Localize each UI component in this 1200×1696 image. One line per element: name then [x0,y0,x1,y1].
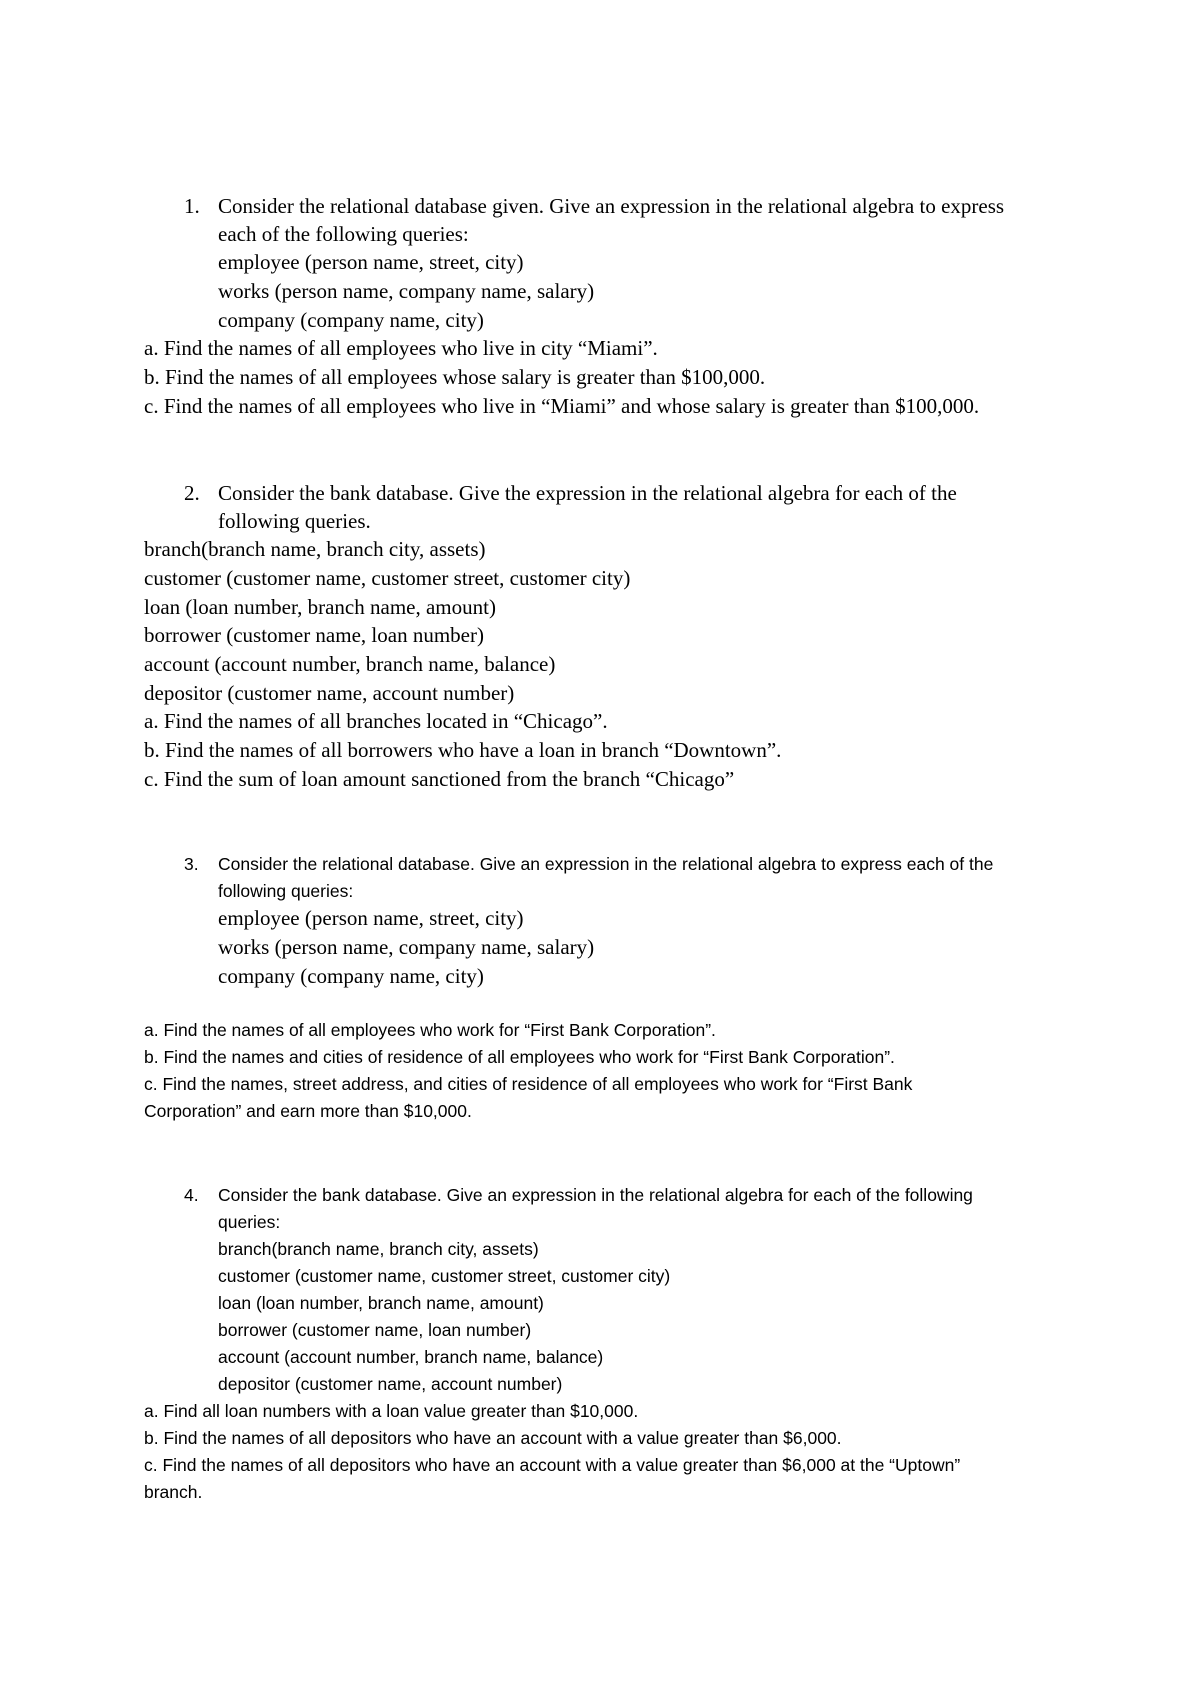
schema-line: branch(branch name, branch city, assets) [144,537,486,561]
schema-line: depositor (customer name, account number) [218,1374,563,1394]
schema-line: account (account number, branch name, balance) [144,652,556,676]
question-prompt: following queries: [218,881,354,901]
question-prompt: queries: [218,1212,281,1232]
question-part: c. Find the sum of loan amount sanctioned from the branch “Chicago” [144,767,735,791]
question-part: b. Find the names and cities of residence of all employees who work for “First Bank Corporation”. [144,1047,895,1067]
question-prompt: Consider the relational database given. Give an expression in the relational algebra to express [218,194,1005,218]
question-part: c. Find the names, street address, and cities of residence of all employees who work for “First Bank [144,1074,913,1094]
question-part: b. Find the names of all borrowers who have a loan in branch “Downtown”. [144,738,782,762]
question-number: 3. [184,854,199,874]
question-prompt: Consider the relational database. Give an expression in the relational algebra to express each of the [218,854,994,874]
schema-line: borrower (customer name, loan number) [218,1320,532,1340]
question-part: a. Find the names of all employees who live in city “Miami”. [144,336,658,360]
schema-line: depositor (customer name, account number) [144,681,515,705]
schema-line: employee (person name, street, city) [218,906,524,930]
schema-line: customer (customer name, customer street, customer city) [218,1266,671,1286]
question-part: a. Find the names of all employees who work for “First Bank Corporation”. [144,1020,716,1040]
schema-line: borrower (customer name, loan number) [144,623,484,647]
schema-line: branch(branch name, branch city, assets) [218,1239,539,1259]
question-number: 4. [184,1185,199,1205]
question-part: c. Find the names of all depositors who have an account with a value greater than $6,000 at the “Uptown” [144,1455,961,1475]
question-part: branch. [144,1482,203,1502]
question-part: Corporation” and earn more than $10,000. [144,1101,472,1121]
schema-line: company (company name, city) [218,964,484,988]
schema-line: account (account number, branch name, balance) [218,1347,604,1367]
question-part: b. Find the names of all employees whose salary is greater than $100,000. [144,365,766,389]
question-part: a. Find the names of all branches located in “Chicago”. [144,709,608,733]
question-prompt: Consider the bank database. Give an expression in the relational algebra for each of the following [218,1185,973,1205]
schema-line: loan (loan number, branch name, amount) [144,595,496,619]
schema-line: works (person name, company name, salary) [218,935,595,959]
question-part: c. Find the names of all employees who live in “Miami” and whose salary is greater than $100,000. [144,394,980,418]
schema-line: employee (person name, street, city) [218,250,524,274]
schema-line: loan (loan number, branch name, amount) [218,1293,544,1313]
question-number: 1. [184,194,200,218]
schema-line: works (person name, company name, salary) [218,279,595,303]
schema-line: customer (customer name, customer street, customer city) [144,566,631,590]
question-prompt: Consider the bank database. Give the expression in the relational algebra for each of the [218,481,957,505]
schema-line: company (company name, city) [218,308,484,332]
question-prompt: each of the following queries: [218,222,469,246]
question-part: a. Find all loan numbers with a loan value greater than $10,000. [144,1401,639,1421]
question-prompt: following queries. [218,509,371,533]
question-part: b. Find the names of all depositors who have an account with a value greater than $6,000. [144,1428,842,1448]
question-number: 2. [184,481,200,505]
